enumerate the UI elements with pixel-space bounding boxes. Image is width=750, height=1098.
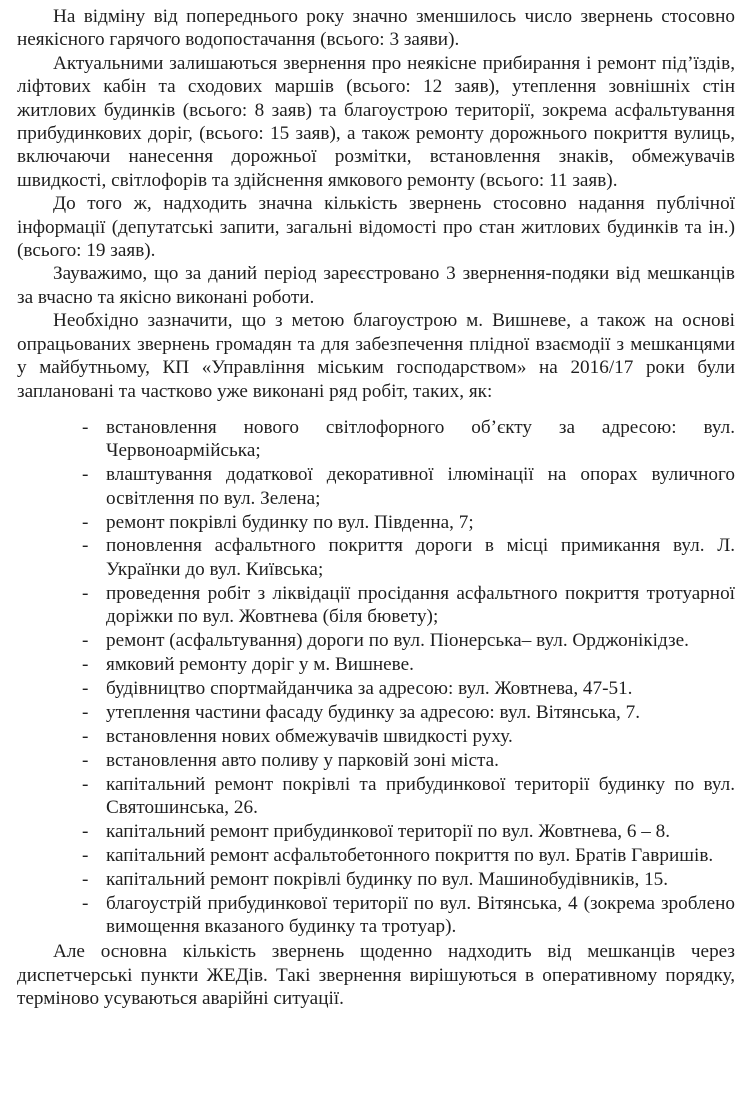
list-item xyxy=(82,582,735,629)
list-item xyxy=(82,725,735,748)
list-item xyxy=(82,677,735,700)
works-list xyxy=(17,416,735,938)
list-item xyxy=(82,868,735,891)
list-item-text: капітальний ремонт прибудинкової території по вул. Жовтнева, 6 – 8. xyxy=(106,820,671,842)
list-item-text: капітальний ремонт асфальтобетонного покриття по вул. Братів Гавришів. xyxy=(106,844,714,866)
paragraph-public-information: До того ж, надходить значна кількість звернень стосовно надання публічної інформації (депутатські запити, загальні відомості про стан житлових будинків та ін.) (всього: 19 заяв). xyxy=(17,193,735,262)
paragraph-planned-works: Необхідно зазначити, що з метою благоустрою м. Вишневе, а також на основі опрацьованих звернень громадян та для забезпечення плідної взаємодії з мешканцями у майбутньому, КП «Управління міським господарством» на 2016/17 роки були заплановані та частково уже виконані ряд робіт, таких, як: xyxy=(17,310,735,402)
list-dash: - xyxy=(82,773,89,795)
list-dash: - xyxy=(82,701,89,723)
list-dash: - xyxy=(82,725,89,747)
list-item-text: ремонт покрівлі будинку по вул. Південна, 7; xyxy=(106,511,474,533)
list-item-text: поновлення асфальтного покриття дороги в місці примикання вул. Л. Українки до вул. Київська; xyxy=(106,535,735,580)
list-dash: - xyxy=(82,416,89,438)
document-page xyxy=(17,5,735,1011)
list-item xyxy=(82,534,735,581)
list-dash: - xyxy=(82,749,89,771)
list-item xyxy=(82,844,735,867)
list-dash: - xyxy=(82,582,89,604)
list-dash: - xyxy=(82,464,89,486)
list-item-text: встановлення нового світлофорного об’єкту за адресою: вул. Червоноармійська; xyxy=(106,416,735,462)
paragraph-thank-you-letters: Зауважимо, що за даний період зареєстровано 3 звернення-подяки від мешканців за вчасно та якісно виконані роботи. xyxy=(17,263,735,308)
list-dash: - xyxy=(82,653,89,675)
list-item xyxy=(82,701,735,724)
paragraph-actual-requests: Актуальними залишаються звернення про неякісне прибирання і ремонт під’їздів, ліфтових кабін та сходових маршів (всього: 12 заяв), утеплення зовнішніх стін житлових будинків (всього: 8 заяв) та благоустрою території, зокрема асфальтування прибудинкових доріг, (всього: 15 заяв), а також ремонту дорожнього покриття вулиць, включаючи нанесення дорожньої розмітки, встановлення знаків, обмежувачів швидкості, світлофорів та здійснення ямкового ремонту (всього: 11 заяв). xyxy=(17,52,735,191)
list-item xyxy=(82,749,735,772)
list-item xyxy=(82,463,735,510)
list-item-text: утеплення частини фасаду будинку за адресою: вул. Вітянська, 7. xyxy=(106,701,641,723)
list-dash: - xyxy=(82,630,89,652)
list-item xyxy=(82,653,735,676)
list-item xyxy=(82,629,735,652)
list-item xyxy=(82,416,735,463)
list-dash: - xyxy=(82,677,89,699)
list-dash: - xyxy=(82,511,89,533)
paragraph-closing: Але основна кількість звернень щоденно надходить від мешканців через диспетчерські пункти ЖЕДів. Такі звернення вирішуються в оперативному порядку, терміново усуваються аварійні ситуації. xyxy=(17,941,735,1010)
list-item-text: капітальний ремонт покрівлі будинку по вул. Машинобудівників, 15. xyxy=(106,868,669,890)
list-dash: - xyxy=(82,868,89,890)
list-item-text: влаштування додаткової декоративної ілюмінації на опорах вуличного освітлення по вул. Зелена; xyxy=(106,464,735,509)
list-item-text: проведення робіт з ліквідації просідання асфальтного покриття тротуарної доріжки по вул. Жовтнева (біля бювету); xyxy=(106,582,735,628)
list-item-text: встановлення нових обмежувачів швидкості руху. xyxy=(106,725,513,747)
list-item xyxy=(82,892,735,939)
list-item xyxy=(82,511,735,534)
list-item-text: капітальний ремонт покрівлі та прибудинкової території будинку по вул. Святошинська, 26. xyxy=(106,773,735,818)
paragraph-hot-water: На відміну від попереднього року значно зменшилось число звернень стосовно неякісного гарячого водопостачання (всього: 3 заяви). xyxy=(17,6,735,51)
list-item xyxy=(82,773,735,820)
list-dash: - xyxy=(82,535,89,557)
list-item-text: благоустрій прибудинкової території по вул. Вітянська, 4 (зокрема зроблено вимощення вказаного будинку та тротуар). xyxy=(106,892,735,937)
list-item-text: ямковий ремонту доріг у м. Вишневе. xyxy=(106,653,414,675)
list-dash: - xyxy=(82,844,89,866)
list-dash: - xyxy=(82,892,89,914)
list-item-text: встановлення авто поливу у парковій зоні міста. xyxy=(106,749,499,771)
list-item-text: ремонт (асфальтування) дороги по вул. Піонерська– вул. Орджонікідзе. xyxy=(106,630,689,652)
list-dash: - xyxy=(82,820,89,842)
list-item-text: будівництво спортмайданчика за адресою: вул. Жовтнева, 47-51. xyxy=(106,677,633,699)
list-item xyxy=(82,820,735,843)
